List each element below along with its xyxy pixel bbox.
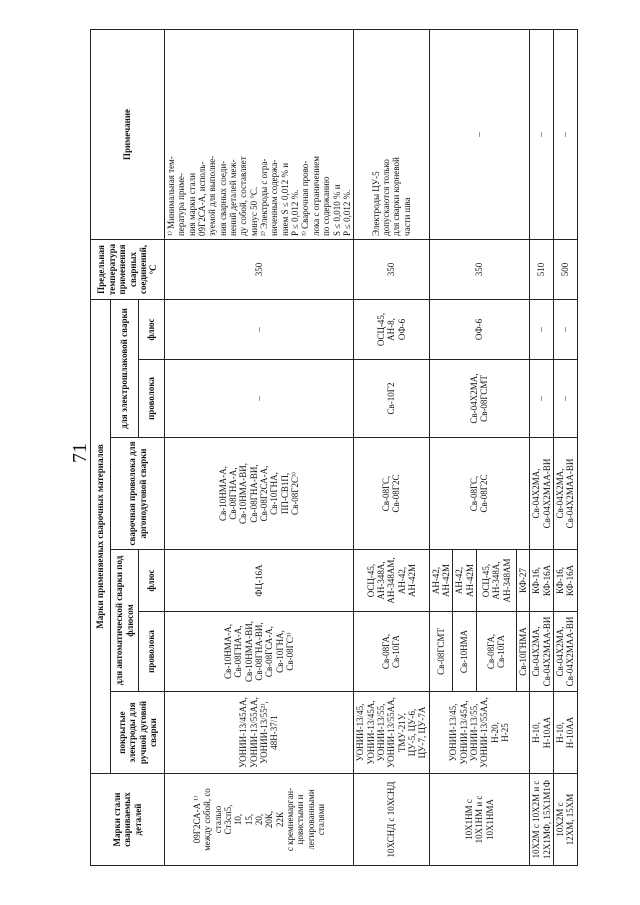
note-cell: ¹⁾ Минимальная тем- пература приме- ния марки стали 09Г2СА-А, исполь- зуемой для выполне- ния сварных соеди- нений деталей меж- ду собой, составляет минус 50 °С. ²⁾ Электроды с огра- ниченным содержа- нием S ≤ 0,012 % и P ≤ 0,012 %. ³⁾ Сварочная прово- лока с ограничением по содержанию S ≤ 0,010 % и P ≤ 0,012 %.	[165, 29, 354, 239]
temp-cell: 350	[165, 239, 354, 299]
auto-wire-cell: Св-08ГСМТ	[429, 612, 453, 692]
es-wire-cell: Св-04Х2МА, Св-08ГСМТ	[429, 360, 530, 438]
auto-wire-cell: Св-10НМА	[453, 612, 477, 692]
temp-cell: 350	[354, 239, 429, 299]
es-flux-cell: –	[554, 299, 578, 359]
header-steel-grade: Марки стали свариваемых деталей	[91, 774, 165, 866]
auto-flux-cell: ОСЦ-45, АН-348А, АН-348АМ, АН-42, АН-42М	[354, 550, 429, 612]
es-flux-cell: –	[530, 299, 554, 359]
table-row	[165, 29, 354, 865]
steel-cell: 10ХСНД с 10ХСНД	[354, 774, 429, 866]
auto-flux-cell: ФЦ-16А	[165, 550, 354, 612]
auto-wire-cell: Св-08ГА, Св-10ГА	[354, 612, 429, 692]
auto-flux-cell: АН-42, АН-42М	[453, 550, 477, 612]
es-flux-cell: ОФ-6	[429, 299, 530, 359]
note-cell: Электроды ЦУ-5 допускаются только для сварки корневой части шва	[354, 29, 429, 239]
temp-cell: 500	[554, 239, 578, 299]
electrodes-cell: Н-10, Н-10АА	[530, 692, 554, 774]
table-row	[354, 29, 429, 865]
header-es-wire: проволока	[139, 360, 165, 438]
header-auto-flux: флюс	[139, 550, 165, 612]
header-electrodes: покрытые электроды для ручной дуговой сварки	[111, 692, 165, 774]
note-cell: –	[554, 29, 578, 239]
header-argon-wire: сварочная проволока для аргонодуговой сварки	[111, 438, 165, 550]
es-wire-cell: –	[165, 360, 354, 438]
steel-cell: 10Х2М с 12ХМ, 15ХМ	[554, 774, 578, 866]
rotated-table-container	[90, 30, 576, 866]
electrodes-cell: УОНИИ-13/45АА, УОНИИ-13/55АА, УОНИИ-13/55²⁾, 48Н-37/1	[165, 692, 354, 774]
steel-cell: 10Х2М с 10Х2М и с 12Х1МФ, 15Х1М1Ф	[530, 774, 554, 866]
auto-flux-cell: КФ-16, КФ-16А	[530, 550, 554, 612]
electrodes-cell: УОНИИ-13/45, УОНИИ-13/45А, УОНИИ-13/55, УОНИИ-13/55АА, Н-20, Н-25	[429, 692, 530, 774]
auto-flux-cell: ОСЦ-45, АН-348А, АН-348АМ	[476, 550, 516, 612]
es-wire-cell: –	[530, 360, 554, 438]
auto-wire-cell: Св-04Х2МА, Св-04Х2МАА-ВИ	[554, 612, 578, 692]
auto-flux-cell: КФ-16, КФ-16А	[554, 550, 578, 612]
table-row	[429, 29, 453, 865]
electrodes-cell: Н-10, Н-10АА	[554, 692, 578, 774]
page-number: 71	[69, 443, 91, 463]
argon-wire-cell: Св-04Х2МА, Св-04Х2МАА-ВИ	[530, 438, 554, 550]
header-note: Примечание	[91, 29, 165, 239]
electrodes-cell: УОНИИ-13/45, УОНИИ-13/45А, УОНИИ-13/55, УОНИИ-13/55АА, ТМУ-21У, ЦУ-5, ЦУ-6, ЦУ-7, ЦУ-7А	[354, 692, 429, 774]
auto-wire-cell: Св-04Х2МА, Св-04Х2МАА-ВИ	[530, 612, 554, 692]
argon-wire-cell: Св-08ГС, Св-08Г2С	[429, 438, 530, 550]
table-row	[530, 29, 554, 865]
es-flux-cell: –	[165, 299, 354, 359]
argon-wire-cell: Св-08ГС, Св-08Г2С	[354, 438, 429, 550]
auto-wire-cell: Св-10НМА-А, Св-08ГНА-А, Св-10НМА-ВИ, Св-08ГНА-ВИ, Св-08ГСА-А, Св-10ГНА, Св-08ГС³⁾	[165, 612, 354, 692]
auto-flux-cell: КФ-27	[516, 550, 529, 612]
steel-cell: 10Х1НМ с 10Х1НМ и с 10Х1НМА	[429, 774, 530, 866]
es-wire-cell: Св-10Г2	[354, 360, 429, 438]
temp-cell: 510	[530, 239, 554, 299]
auto-flux-cell: АН-42, АН-42М	[429, 550, 453, 612]
welding-materials-table	[90, 29, 578, 866]
auto-wire-cell: Св-10ГНМА	[516, 612, 529, 692]
header-materials: Марки применяемых сварочных материалов	[91, 299, 111, 773]
steel-cell: 09Г2СА-А ¹⁾ между собой, со сталью Ст3сп5, 10, 15, 20, 20К, 22К с кремнемарган- цовистыми и легированными сталями	[165, 774, 354, 866]
header-auto-welding: для автоматической сварки под флюсом	[111, 550, 139, 692]
es-flux-cell: ОСЦ-45, АН-8, ОФ-6	[354, 299, 429, 359]
es-wire-cell: –	[554, 360, 578, 438]
table-row	[554, 29, 578, 865]
temp-cell: 350	[429, 239, 530, 299]
argon-wire-cell: Св-10НМА-А, Св-08ГНА-А, Св-10НМА-ВИ, Св-08ГНА-ВИ, Св-08Г2СА-А, Св-10ГНА, ПП-СВ1П, Св-08Г2С³⁾	[165, 438, 354, 550]
note-cell: –	[530, 29, 554, 239]
header-auto-wire: проволока	[139, 612, 165, 692]
header-electroslag: для электрошлаковой сварки	[111, 299, 139, 437]
note-cell: –	[429, 29, 530, 239]
argon-wire-cell: Св-04Х2МА, Св-04Х2МАА-ВИ	[554, 438, 578, 550]
header-es-flux: флюс	[139, 299, 165, 359]
auto-wire-cell: Св-08ГА, Св-10ГА	[476, 612, 516, 692]
header-max-temp: Предельная температура применения сварных соединений, °С	[91, 239, 165, 299]
